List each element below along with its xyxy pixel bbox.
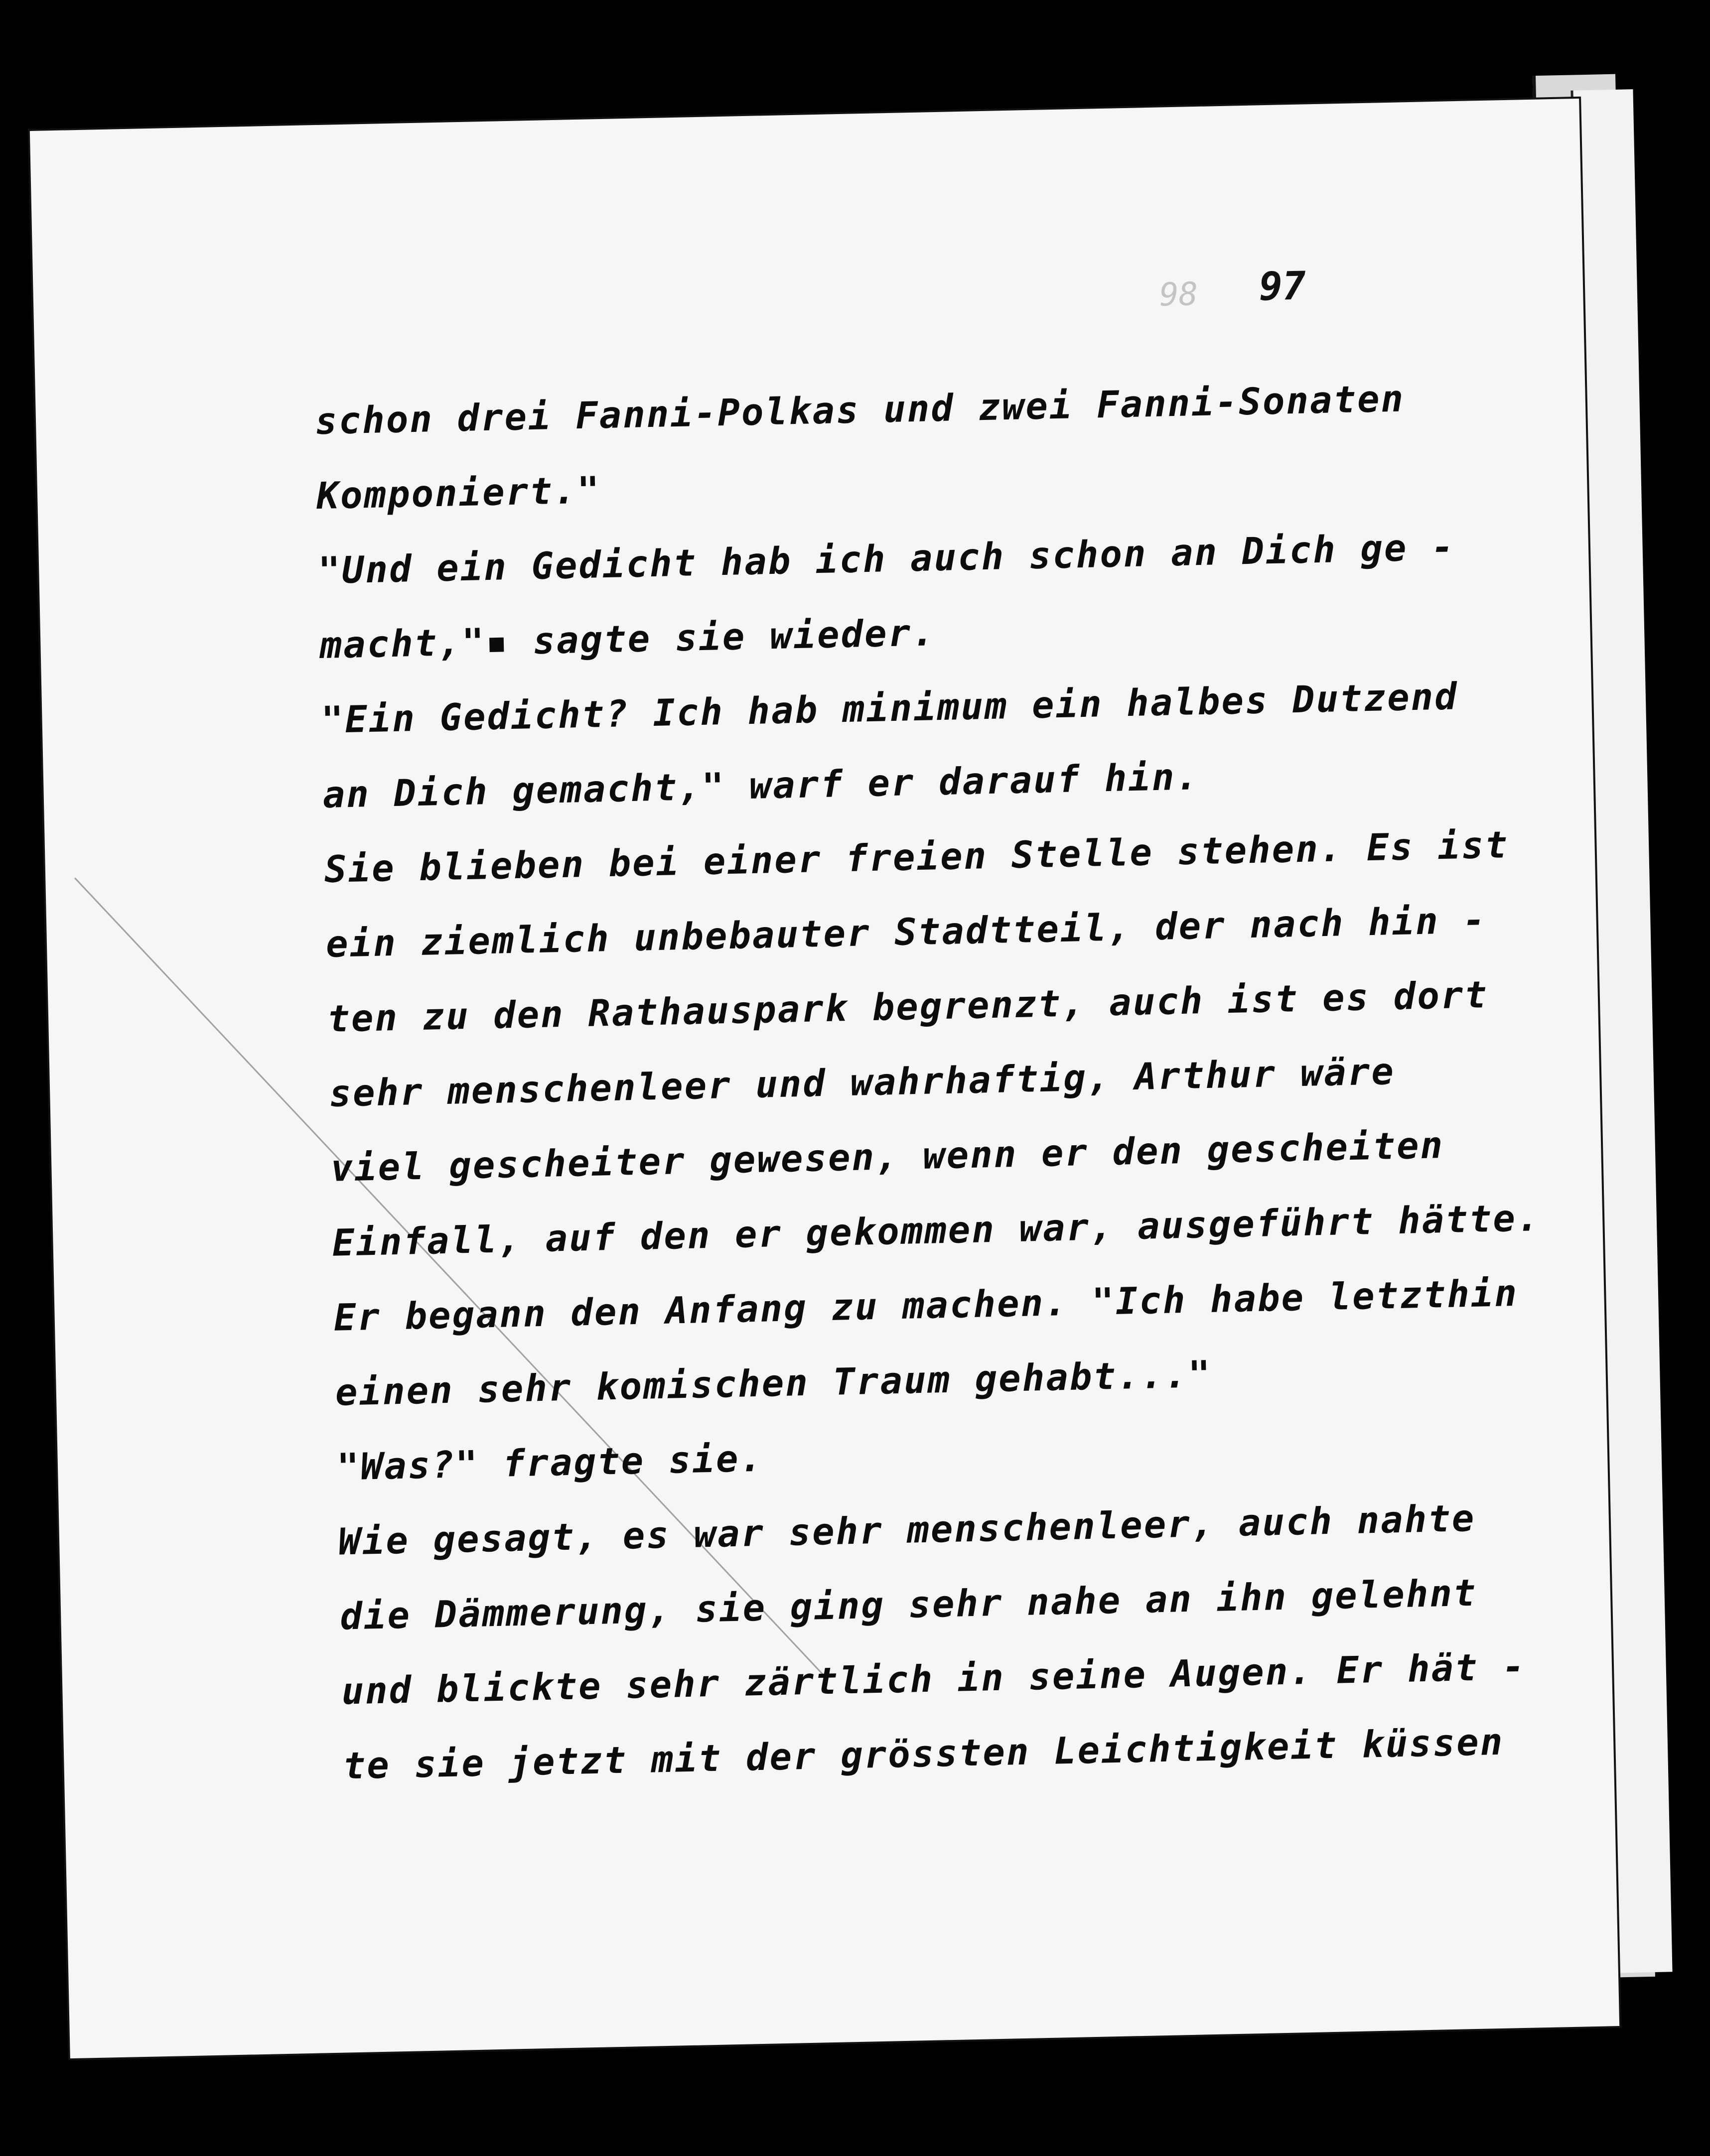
- text-line: Komponiert.": [316, 469, 601, 518]
- body-text: [314, 358, 1599, 1803]
- text-line: einen sehr komischen Traum gehabt...": [335, 1352, 1212, 1414]
- text-line: Sie blieben bei einer freien Stelle stehen. Es ist: [324, 823, 1509, 891]
- page-number-faint: 98: [1159, 275, 1199, 314]
- typewritten-page: [30, 99, 1619, 2058]
- text-line: die Dämmerung, sie ging sehr nahe an ihn gelehnt: [339, 1571, 1478, 1638]
- text-line: macht,"▪ sagte sie wieder.: [319, 611, 936, 668]
- text-line: ein ziemlich unbebauter Stadtteil, der nach hin -: [325, 899, 1487, 966]
- text-line: und blickte sehr zärtlich in seine Augen. Er hät -: [341, 1645, 1527, 1713]
- text-line: schon drei Fanni-Polkas und zwei Fanni-Sonaten: [314, 377, 1405, 443]
- text-line: an Dich gemacht," warf er darauf hin.: [322, 755, 1200, 816]
- text-line: viel gescheiter gewesen, wenn er den gescheiten: [330, 1124, 1444, 1190]
- text-line: "Und ein Gedicht hab ich auch schon an Dich ge -: [317, 526, 1456, 593]
- text-line: Wie gesagt, es war sehr menschenleer, auch nahte: [338, 1496, 1476, 1564]
- page-number: 97: [1258, 264, 1306, 310]
- text-line: te sie jetzt mit der grössten Leichtigkeit küssen: [342, 1720, 1505, 1788]
- text-line: "Ein Gedicht? Ich hab minimum ein halbes Dutzend: [320, 675, 1459, 742]
- text-line: sehr menschenleer und wahrhaftig, Arthur wäre: [328, 1050, 1396, 1115]
- text-line: Er begann den Anfang zu machen. "Ich habe letzthin: [333, 1271, 1519, 1340]
- text-line: Einfall, auf den er gekommen war, ausgeführt hätte.: [331, 1196, 1541, 1265]
- text-line: ten zu den Rathauspark begrenzt, auch ist es dort: [327, 973, 1489, 1041]
- text-line: "Was?" fragte sie.: [336, 1437, 764, 1489]
- bleed-through-text: [314, 339, 1534, 364]
